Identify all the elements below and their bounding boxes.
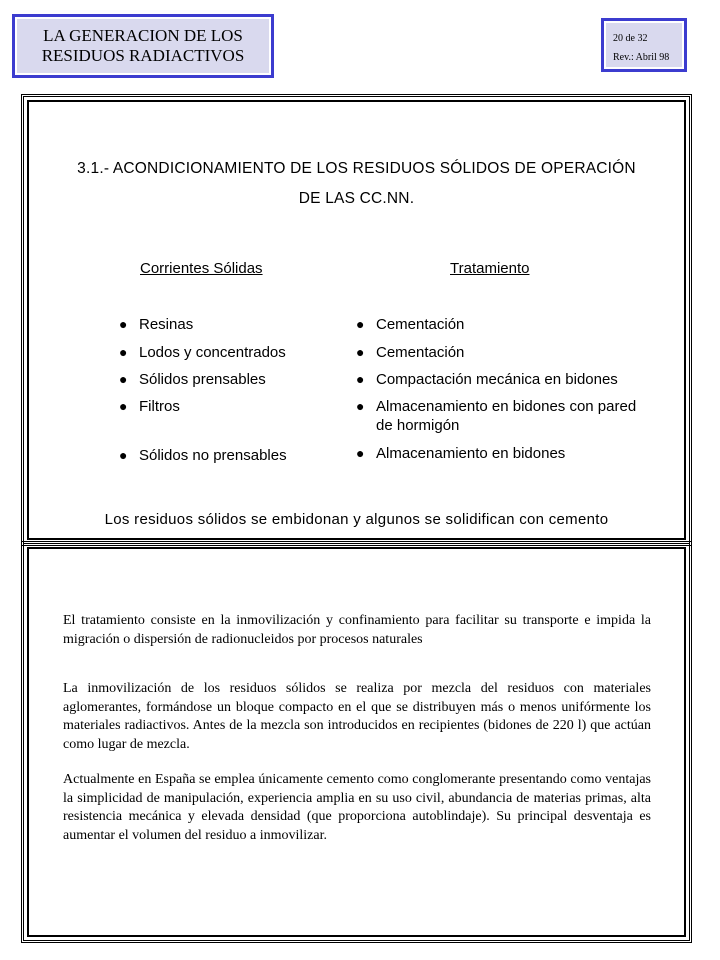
bullet-icon: ●	[119, 344, 128, 360]
list-item	[119, 446, 287, 465]
list-item	[356, 370, 618, 389]
list-item	[356, 315, 465, 334]
slide-heading-line2: DE LAS CC.NN.	[298, 190, 415, 207]
stream-label: Sólidos no prensables	[139, 447, 287, 464]
bullet-icon: ●	[356, 445, 365, 461]
slide-frame	[21, 94, 692, 546]
notes-paragraph: Actualmente en España se emplea únicamente cemento como conglomerante presentando como ventajas la simplicidad de manipulación, experiencia amplia en su uso civil, abundancia de materias primas, alta resistencia mecánica y elevada densidad (que proporciona autoblindaje). Su principal desventaja es aumentar el volumen del residuo a inmovilizar.	[63, 772, 651, 843]
document-title-line1: LA GENERACION DE LOS	[43, 26, 243, 45]
treatment-label: Compactación mecánica en bidones	[376, 371, 618, 388]
notes-content	[27, 547, 686, 937]
bullet-icon: ●	[119, 398, 128, 414]
stream-label: Lodos y concentrados	[139, 344, 286, 361]
list-item	[356, 343, 465, 362]
notes-frame	[21, 541, 692, 943]
page-info-box	[601, 18, 687, 72]
bullet-icon: ●	[119, 447, 128, 463]
page-number: 20 de 32	[613, 33, 648, 44]
bullet-icon: ●	[356, 344, 365, 360]
treatment-label: Almacenamiento en bidones	[376, 445, 566, 462]
bullet-icon: ●	[119, 316, 128, 332]
bullet-icon: ●	[356, 316, 365, 332]
list-item	[119, 370, 266, 389]
treatment-label: Almacenamiento en bidones con pared	[376, 398, 637, 415]
list-item	[356, 397, 637, 435]
list-item	[119, 397, 180, 416]
list-item	[119, 343, 286, 362]
column-header-streams: Corrientes Sólidas	[140, 260, 263, 277]
stream-label: Resinas	[139, 316, 194, 333]
bullet-icon: ●	[119, 371, 128, 387]
notes-paragraph: El tratamiento consiste en la inmovilización y confinamiento para facilitar su transporte e impida la migración o dispersión de radionucleidos por procesos naturales	[63, 613, 651, 647]
slide-conclusion: Los residuos sólidos se embidonan y algunos se solidifican con cemento	[104, 511, 609, 528]
list-item	[356, 444, 566, 463]
treatment-label-continued: de hormigón	[376, 417, 460, 434]
slide-heading-line1: 3.1.- ACONDICIONAMIENTO DE LOS RESIDUOS SÓLIDOS DE OPERACIÓN	[77, 160, 636, 177]
notes-paragraph: La inmovilización de los residuos sólidos se realiza por mezcla del residuos con materiales aglomerantes, formándose un bloque compacto en el que se distribuyen más o menos unifórmente los materiales radiactivos. Antes de la mezcla son introducidos en recipientes (bidones de 220 l) que actúan como lugar de mezcla.	[63, 681, 651, 752]
column-header-treatment: Tratamiento	[450, 260, 530, 277]
document-title-box	[12, 14, 274, 78]
slide-heading	[29, 154, 684, 214]
treatment-label: Cementación	[376, 344, 465, 361]
treatment-label: Cementación	[376, 316, 465, 333]
document-title-line2: RESIDUOS RADIACTIVOS	[41, 46, 245, 65]
stream-label: Sólidos prensables	[139, 371, 266, 388]
slide-content	[27, 100, 686, 540]
bullet-icon: ●	[356, 371, 365, 387]
stream-label: Filtros	[139, 398, 180, 415]
list-item	[119, 315, 194, 334]
bullet-icon: ●	[356, 398, 365, 414]
revision-date: Rev.: Abril 98	[613, 52, 670, 63]
